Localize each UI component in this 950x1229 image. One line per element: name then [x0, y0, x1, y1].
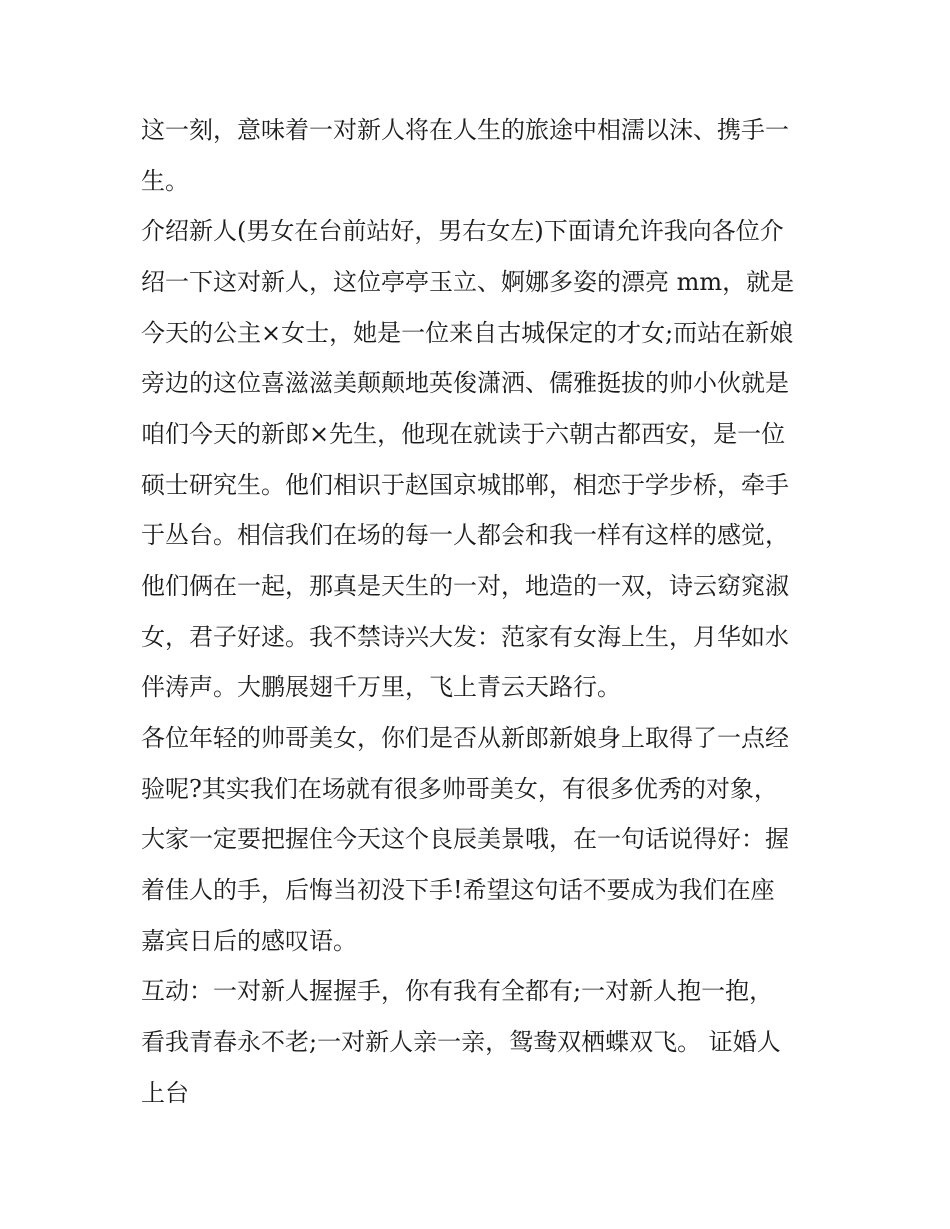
text-line: 各位年轻的帅哥美女，你们是否从新郎新娘身上取得了一点经: [141, 724, 789, 752]
text-line: 嘉宾日后的感叹语。: [141, 927, 357, 955]
text-line: 互动：一对新人握握手，你有我有全都有;一对新人抱一抱，: [141, 977, 774, 1005]
text-line: 女，君子好逑。我不禁诗兴大发：范家有女海上生，月华如水: [141, 623, 789, 651]
text-line: 着佳人的手，后悔当初没下手!希望这句话不要成为我们在座: [141, 876, 775, 904]
text-line: 伴涛声。大鹏展翅千万里，飞上青云天路行。: [141, 673, 621, 701]
text-line: 他们俩在一起，那真是天生的一对，地造的一双，诗云窈窕淑: [141, 572, 789, 600]
text-line: 上台: [141, 1079, 189, 1107]
text-line: 咱们今天的新郎×先生，他现在就读于六朝古都西安，是一位: [141, 420, 786, 448]
text-line: 绍一下这对新人，这位亭亭玉立、婀娜多姿的漂亮 mm，就是: [141, 268, 795, 296]
text-line: 这一刻，意味着一对新人将在人生的旅途中相濡以沫、携手一: [141, 116, 789, 144]
text-line: 生。: [141, 167, 189, 195]
text-line: 硕士研究生。他们相识于赵国京城邯郸，相恋于学步桥，牵手: [141, 471, 789, 499]
text-line: 介绍新人(男女在台前站好，男右女左)下面请允许我向各位介: [141, 217, 784, 245]
text-line: 大家一定要把握住今天这个良辰美景哦，在一句话说得好：握: [141, 825, 789, 853]
text-line: 于丛台。相信我们在场的每一人都会和我一样有这样的感觉，: [141, 521, 789, 549]
text-line: 看我青春永不老;一对新人亲一亲，鸳鸯双栖蝶双飞。 证婚人: [141, 1028, 781, 1056]
text-line: 验呢?其实我们在场就有很多帅哥美女，有很多优秀的对象，: [141, 775, 778, 803]
text-line: 今天的公主×女士，她是一位来自古城保定的才女;而站在新娘: [141, 319, 794, 347]
text-line: 旁边的这位喜滋滋美颠颠地英俊潇洒、儒雅挺拔的帅小伙就是: [141, 369, 789, 397]
